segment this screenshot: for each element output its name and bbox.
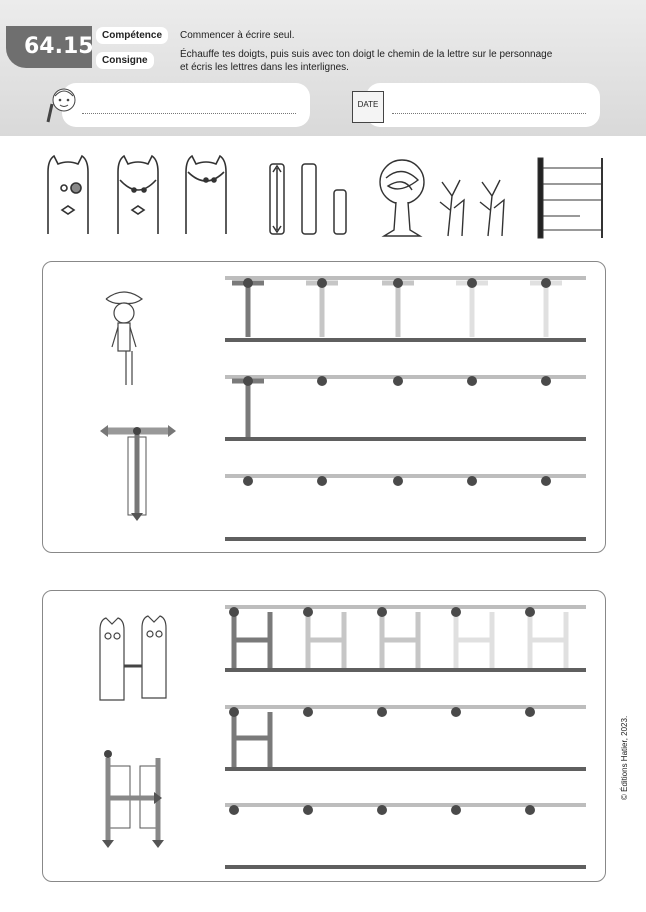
trees-icon <box>380 160 504 236</box>
finger-puppet-2-icon <box>118 156 158 234</box>
exercise-number-tab <box>6 26 92 68</box>
date-label: DATE <box>357 100 379 109</box>
name-dotted-line <box>82 113 296 114</box>
competence-text: Commencer à écrire seul. <box>180 30 295 41</box>
t-character-icon <box>106 292 142 385</box>
pencil-child-icon <box>40 86 84 126</box>
finger-puppet-1-icon <box>48 156 88 234</box>
vertical-bars-icon <box>270 164 346 234</box>
date-dotted-line <box>392 113 586 114</box>
t-traced-letters <box>232 283 562 437</box>
consigne-line-2: et écris les lettres dans les interlignes. <box>180 62 349 73</box>
exercise-number: 64.15 <box>24 34 94 59</box>
t-path-character-icon <box>100 425 176 521</box>
consigne-line-1: Échauffe tes doigts, puis suis avec ton doigt le chemin de la lettre sur le personnage <box>180 49 553 60</box>
t-writing-lines <box>225 278 586 539</box>
name-field[interactable] <box>62 83 310 127</box>
date-field[interactable] <box>366 83 600 127</box>
warmup-illustrations <box>40 150 620 242</box>
ladder-lines-icon <box>538 158 602 238</box>
h-owls-icon <box>100 616 166 700</box>
copyright-text: © Éditions Hatier, 2023. <box>620 715 629 800</box>
consigne-label: Consigne <box>96 52 154 69</box>
letter-h-practice <box>42 590 604 880</box>
header-band <box>0 0 646 136</box>
h-traced-letters <box>234 612 566 767</box>
calendar-icon <box>352 91 384 123</box>
competence-label: Compétence <box>96 27 168 44</box>
h-path-owls-icon <box>102 750 164 848</box>
letter-t-practice <box>42 261 604 551</box>
finger-puppet-3-icon <box>186 156 226 234</box>
